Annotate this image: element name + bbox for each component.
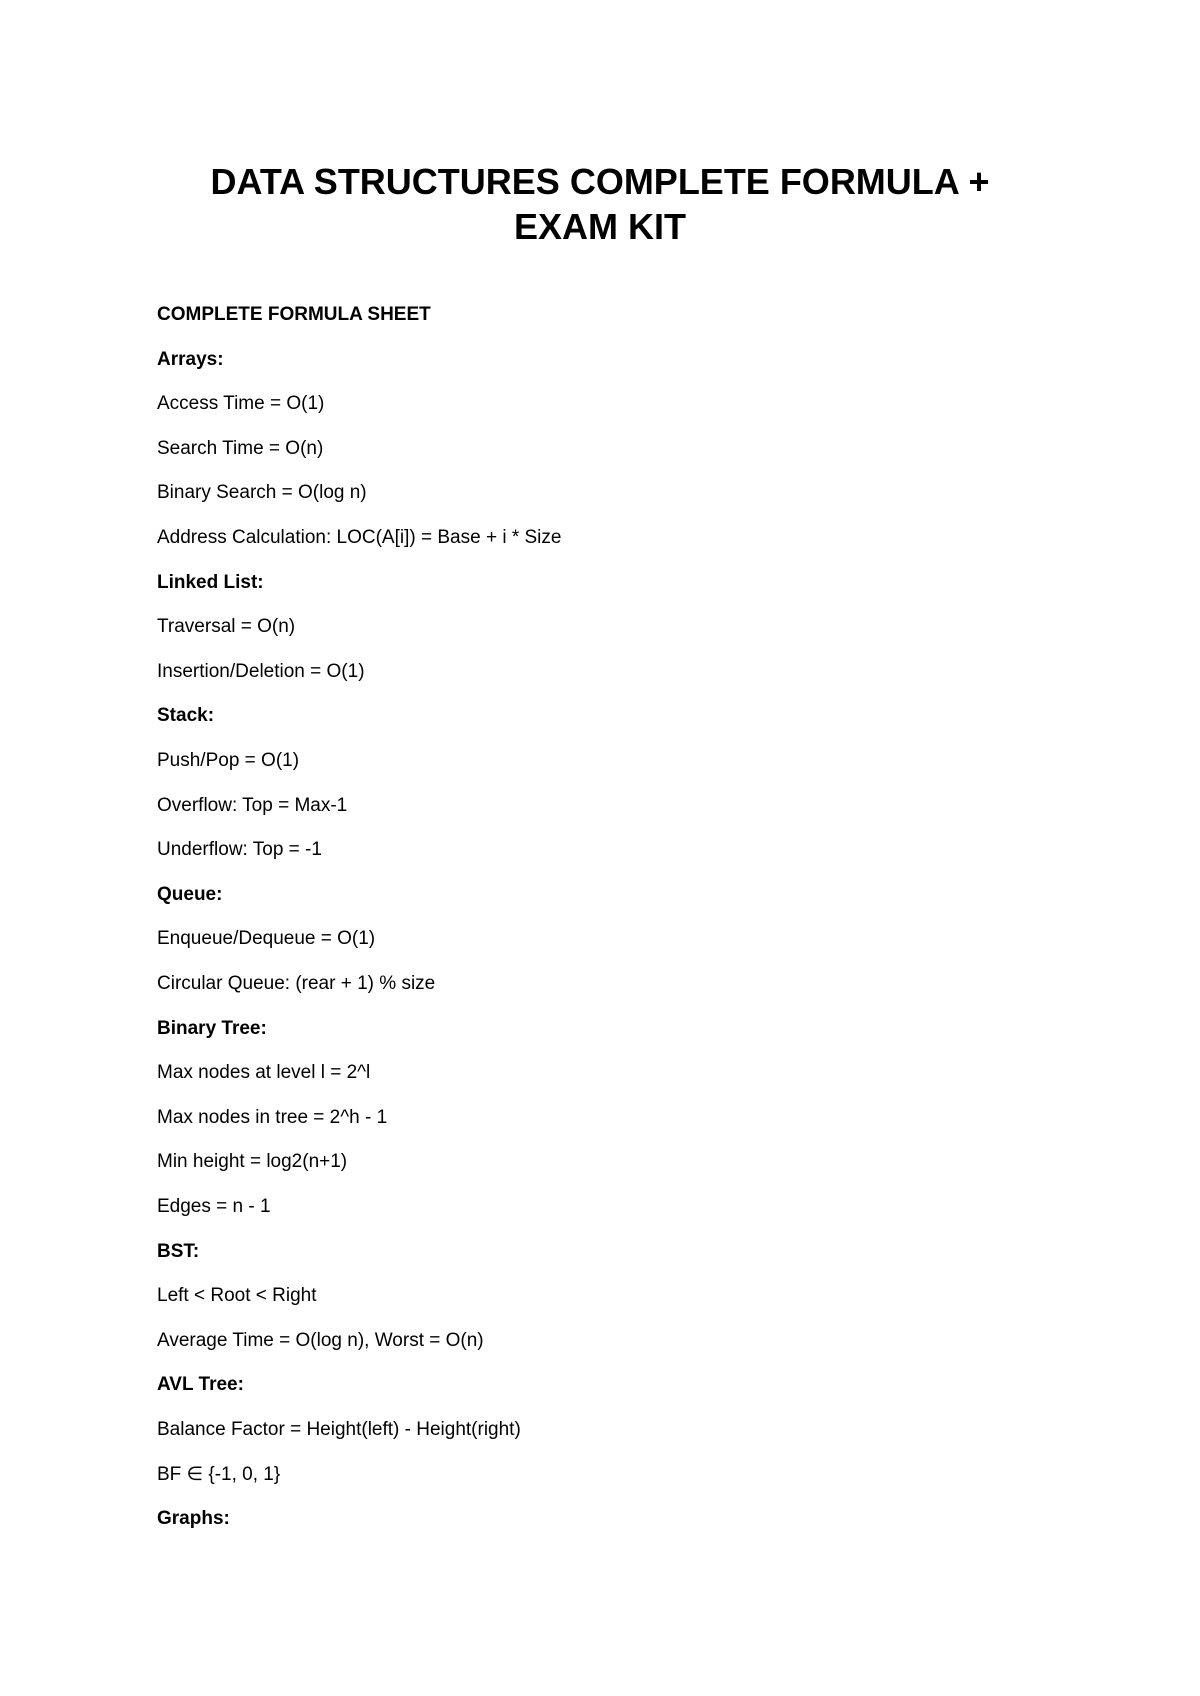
formula-line: Max nodes in tree = 2^h - 1: [157, 1106, 388, 1128]
section-heading: BST:: [157, 1240, 200, 1262]
formula-line: Circular Queue: (rear + 1) % size: [157, 973, 436, 994]
formula-line: Search Time = O(n): [157, 437, 324, 459]
formula-line: Access Time = O(1): [157, 393, 325, 415]
formula-line: Left < Root < Right: [157, 1285, 317, 1307]
formula-line: BF ∈ {-1, 0, 1}: [157, 1463, 281, 1485]
section-heading: Graphs:: [157, 1508, 230, 1530]
section-heading: Binary Tree:: [157, 1017, 267, 1039]
formula-line: Insertion/Deletion = O(1): [157, 660, 365, 682]
section-heading: COMPLETE FORMULA SHEET: [157, 304, 431, 325]
formula-line: Edges = n - 1: [157, 1196, 271, 1217]
formula-line: Overflow: Top = Max-1: [157, 794, 348, 816]
formula-line: Max nodes at level l = 2^l: [157, 1062, 371, 1084]
formula-line: Binary Search = O(log n): [157, 482, 367, 504]
formula-line: Underflow: Top = -1: [157, 839, 322, 861]
formula-line: Traversal = O(n): [157, 616, 296, 638]
formula-line: Enqueue/Dequeue = O(1): [157, 928, 376, 950]
section-heading: Linked List:: [157, 571, 264, 593]
formula-line: Min height = log2(n+1): [157, 1151, 348, 1173]
section-heading: Arrays:: [157, 348, 224, 370]
section-heading: AVL Tree:: [157, 1374, 244, 1396]
formula-line: Average Time = O(log n), Worst = O(n): [157, 1329, 484, 1351]
document-title-line-2: EXAM KIT: [513, 206, 686, 247]
formula-line: Balance Factor = Height(left) - Height(right): [157, 1419, 521, 1440]
formula-line: Address Calculation: LOC(A[i]) = Base + i * Size: [157, 527, 562, 548]
section-heading: Queue:: [157, 883, 223, 905]
section-heading: Stack:: [157, 705, 215, 727]
formula-line: Push/Pop = O(1): [157, 750, 300, 771]
document-title-line-1: DATA STRUCTURES COMPLETE FORMULA +: [210, 161, 990, 202]
